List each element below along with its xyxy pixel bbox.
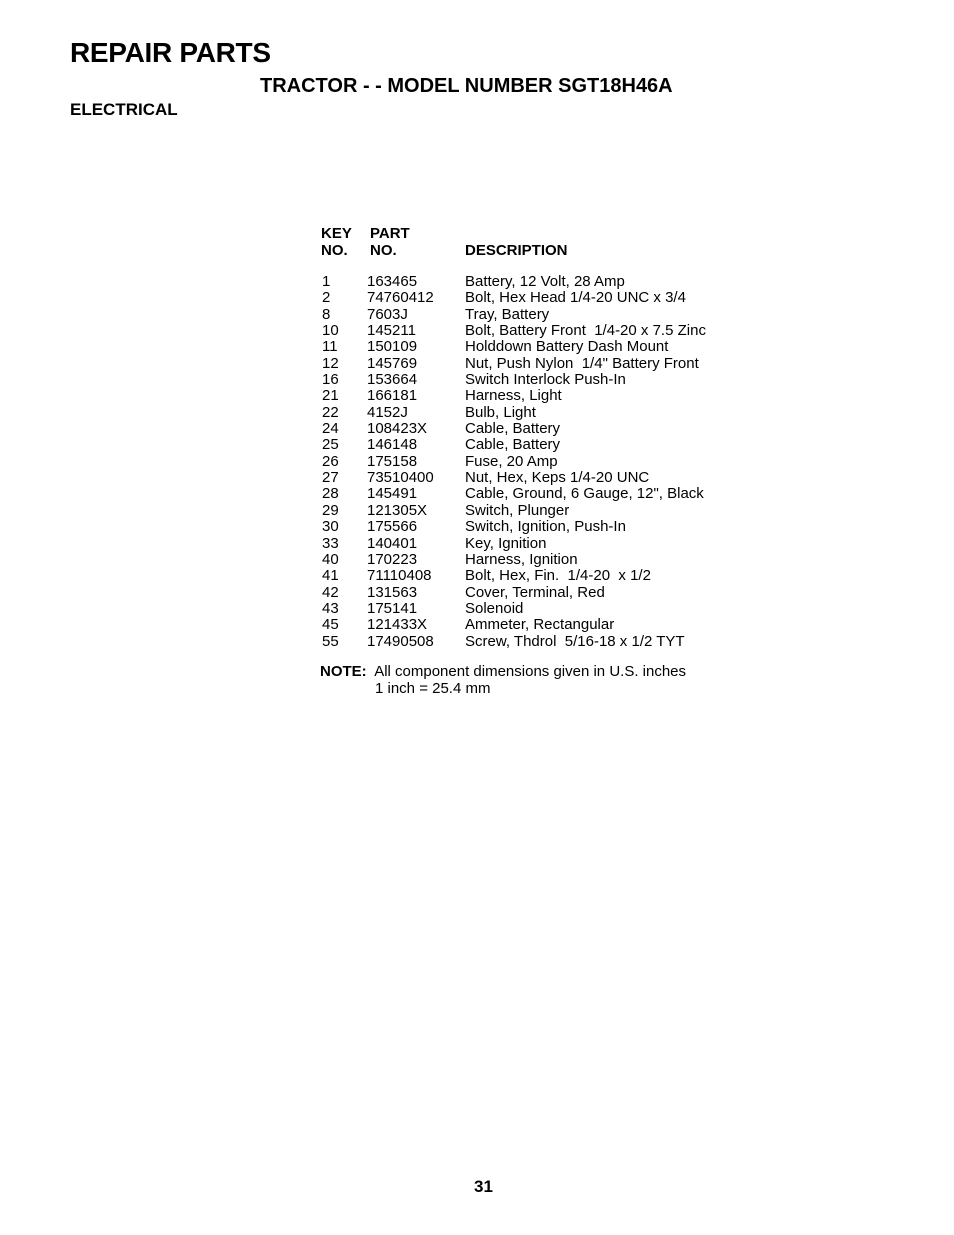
- parts-table: [321, 225, 741, 650]
- note-line2: 1 inch = 25.4 mm: [375, 680, 491, 697]
- description-cell: Cable, Battery: [465, 420, 561, 438]
- table-row: [321, 585, 741, 601]
- description-cell: Bulb, Light: [465, 403, 536, 421]
- table-row: [321, 405, 741, 421]
- section-title: ELECTRICAL: [70, 100, 178, 119]
- part-header-line1: PART: [370, 225, 410, 242]
- description-cell: Nut, Push Nylon 1/4" Battery Front: [465, 354, 699, 372]
- part-no-cell: 175566: [367, 518, 418, 536]
- table-row: [321, 454, 741, 470]
- key-no-cell: 25: [322, 436, 339, 454]
- table-row: [321, 503, 741, 519]
- part-no-cell: 17490508: [367, 632, 434, 650]
- key-no-cell: 26: [322, 452, 339, 470]
- table-row: [321, 536, 741, 552]
- page-number: 31: [474, 1177, 493, 1196]
- table-body: [321, 274, 741, 650]
- part-no-cell: 175158: [367, 452, 418, 470]
- table-row: [321, 568, 741, 584]
- table-row: [321, 307, 741, 323]
- table-row: [321, 421, 741, 437]
- description-cell: Harness, Ignition: [465, 550, 578, 568]
- key-no-cell: 33: [322, 534, 339, 552]
- part-no-cell: 145769: [367, 354, 418, 372]
- key-no-cell: 42: [322, 583, 339, 601]
- part-no-cell: 74760412: [367, 289, 434, 307]
- table-row: [321, 470, 741, 486]
- key-no-cell: 21: [322, 387, 339, 405]
- part-no-cell: 153664: [367, 371, 418, 389]
- key-no-cell: 24: [322, 420, 339, 438]
- part-no-cell: 71110408: [367, 567, 432, 585]
- key-no-cell: 11: [322, 338, 338, 356]
- key-no-cell: 40: [322, 550, 339, 568]
- part-no-cell: 140401: [367, 534, 418, 552]
- key-no-cell: 2: [322, 289, 331, 307]
- description-cell: Holddown Battery Dash Mount: [465, 338, 669, 356]
- part-no-cell: 166181: [367, 387, 418, 405]
- note-label: NOTE:: [320, 663, 367, 680]
- table-row: [321, 437, 741, 453]
- description-cell: Cover, Terminal, Red: [465, 583, 605, 601]
- key-no-cell: 41: [322, 567, 339, 585]
- description-cell: Cable, Ground, 6 Gauge, 12", Black: [465, 485, 704, 503]
- part-no-cell: 121305X: [367, 501, 428, 519]
- part-no-cell: 7603J: [367, 305, 408, 323]
- description-cell: Switch, Ignition, Push-In: [465, 518, 626, 536]
- key-no-cell: 8: [322, 305, 331, 323]
- table-row: [321, 356, 741, 372]
- table-row: [321, 339, 741, 355]
- note-line1: All component dimensions given in U.S. inches: [374, 663, 687, 680]
- description-cell: Tray, Battery: [465, 305, 550, 323]
- part-no-cell: 121433X: [367, 616, 428, 634]
- table-header: [321, 225, 741, 259]
- table-row: [321, 486, 741, 502]
- table-row: [321, 372, 741, 388]
- part-no-cell: 108423X: [367, 420, 428, 438]
- key-no-cell: 10: [322, 322, 339, 340]
- key-no-cell: 28: [322, 485, 339, 503]
- table-row: [321, 634, 741, 650]
- part-no-cell: 175141: [367, 599, 418, 617]
- table-row: [321, 323, 741, 339]
- column-header-key: [321, 225, 352, 259]
- part-no-cell: 150109: [367, 338, 418, 356]
- key-no-cell: 29: [322, 501, 339, 519]
- key-header-line2: NO.: [321, 242, 348, 259]
- table-row: [321, 290, 741, 306]
- key-no-cell: 27: [322, 469, 339, 487]
- part-no-cell: 163465: [367, 273, 418, 290]
- description-cell: Nut, Hex, Keps 1/4-20 UNC: [465, 469, 650, 487]
- description-cell: Key, Ignition: [465, 534, 547, 552]
- part-no-cell: 4152J: [367, 403, 408, 421]
- key-header-line1: KEY: [321, 225, 352, 242]
- description-cell: Bolt, Hex, Fin. 1/4-20 x 1/2: [465, 567, 651, 585]
- description-cell: Fuse, 20 Amp: [465, 452, 558, 470]
- key-no-cell: 55: [322, 632, 339, 650]
- key-no-cell: 16: [322, 371, 339, 389]
- description-cell: Switch, Plunger: [465, 501, 570, 519]
- description-cell: Switch Interlock Push-In: [465, 371, 626, 389]
- part-no-cell: 73510400: [367, 469, 434, 487]
- key-no-cell: 22: [322, 403, 339, 421]
- description-cell: Harness, Light: [465, 387, 562, 405]
- description-cell: Ammeter, Rectangular: [465, 616, 615, 634]
- description-cell: Bolt, Battery Front 1/4-20 x 7.5 Zinc: [465, 322, 706, 340]
- page-title: REPAIR PARTS: [70, 37, 271, 68]
- description-cell: Cable, Battery: [465, 436, 561, 454]
- key-no-cell: 30: [322, 518, 339, 536]
- table-row: [321, 274, 741, 290]
- part-no-cell: 170223: [367, 550, 418, 568]
- description-cell: Battery, 12 Volt, 28 Amp: [465, 273, 625, 290]
- part-no-cell: 145211: [367, 322, 416, 340]
- table-row: [321, 519, 741, 535]
- column-header-part: [370, 225, 410, 259]
- key-no-cell: 45: [322, 616, 339, 634]
- description-cell: Solenoid: [465, 599, 524, 617]
- table-row: [321, 552, 741, 568]
- note: [320, 663, 686, 697]
- description-cell: Screw, Thdrol 5/16-18 x 1/2 TYT: [465, 632, 685, 650]
- model-title: TRACTOR - - MODEL NUMBER SGT18H46A: [260, 75, 673, 97]
- part-no-cell: 131563: [367, 583, 418, 601]
- key-no-cell: 43: [322, 599, 339, 617]
- table-row: [321, 601, 741, 617]
- table-row: [321, 617, 741, 633]
- description-cell: Bolt, Hex Head 1/4-20 UNC x 3/4: [465, 289, 686, 307]
- table-row: [321, 388, 741, 404]
- part-no-cell: 146148: [367, 436, 418, 454]
- part-no-cell: 145491: [367, 485, 418, 503]
- key-no-cell: 12: [322, 354, 339, 372]
- column-header-description: DESCRIPTION: [465, 242, 568, 259]
- part-header-line2: NO.: [370, 242, 397, 259]
- key-no-cell: 1: [322, 273, 331, 290]
